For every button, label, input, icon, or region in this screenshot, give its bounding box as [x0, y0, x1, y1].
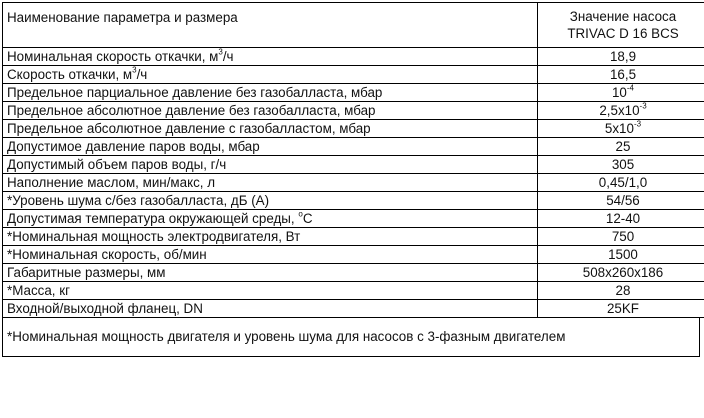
param-name-text: Скорость откачки, м — [7, 67, 133, 82]
table-row — [3, 138, 704, 156]
param-value-sup: -3 — [639, 101, 647, 111]
param-name-text: Допустимая температура окружающей среды, — [7, 211, 299, 226]
table-row — [3, 48, 704, 66]
table-row — [3, 228, 704, 246]
param-name-text: Предельное абсолютное давление без газобалласта, мбар — [7, 103, 376, 118]
param-name — [3, 246, 538, 264]
param-value — [538, 120, 704, 138]
param-name — [3, 156, 538, 174]
param-value — [538, 102, 704, 120]
header-param: Наименование параметра и размера — [3, 3, 538, 48]
param-name-text: *Номинальная скорость, об/мин — [7, 247, 207, 262]
param-value-text: 305 — [611, 157, 635, 172]
param-value — [538, 300, 704, 318]
param-value — [538, 66, 704, 84]
param-value — [538, 246, 704, 264]
param-value-text: 18,9 — [609, 49, 637, 64]
param-name-text: Габаритные размеры, мм — [7, 265, 166, 280]
table-row — [3, 282, 704, 300]
param-name — [3, 282, 538, 300]
param-value-text: 1500 — [608, 247, 638, 262]
param-value-text: 16,5 — [609, 67, 637, 82]
param-name — [3, 210, 538, 228]
table-row — [3, 300, 704, 318]
param-value-sup: -3 — [633, 119, 642, 129]
table-header-row — [3, 3, 704, 48]
param-value — [538, 84, 704, 102]
param-name-sup: 3 — [218, 47, 223, 57]
table-row — [3, 120, 704, 138]
table-row — [3, 66, 704, 84]
param-value-sup: -4 — [626, 83, 635, 93]
param-name-text: Допустимое давление паров воды, мбар — [7, 139, 260, 154]
table-row — [3, 174, 704, 192]
table-row — [3, 210, 704, 228]
table-row — [3, 102, 704, 120]
param-name-after: /ч — [136, 67, 148, 82]
param-name — [3, 120, 538, 138]
param-name — [3, 192, 538, 210]
param-value-text: 25 — [615, 139, 631, 154]
header-value-line1: Значение насоса — [569, 9, 677, 24]
param-value-text: 5x10 — [604, 121, 634, 136]
param-value-text: 25KF — [606, 301, 639, 316]
param-value — [538, 48, 704, 66]
param-value — [538, 210, 704, 228]
param-name — [3, 174, 538, 192]
param-value-text: 10 — [611, 85, 627, 100]
param-value-text: 54/56 — [606, 193, 640, 208]
spec-sheet — [2, 2, 700, 357]
param-name — [3, 138, 538, 156]
param-value-text: 2,5x10 — [599, 103, 640, 118]
table-row — [3, 156, 704, 174]
param-name-after: /ч — [222, 49, 234, 64]
table-row — [3, 84, 704, 102]
param-value-text: 0,45/1,0 — [598, 175, 648, 190]
param-name-text: *Уровень шума с/без газобалласта, дБ (А) — [7, 193, 270, 208]
param-name-text: *Масса, кг — [7, 283, 70, 298]
param-value-text: 28 — [615, 283, 631, 298]
param-value-text: 12-40 — [605, 211, 641, 226]
footnote: *Номинальная мощность двигателя и уровень шума для насосов с 3-фазным двигателем — [2, 318, 700, 357]
param-value — [538, 192, 704, 210]
param-name-after: C — [302, 211, 313, 226]
param-value — [538, 174, 704, 192]
table-row — [3, 192, 704, 210]
header-value-line2: TRIVAC D 16 BCS — [567, 26, 679, 41]
param-value — [538, 264, 704, 282]
param-name-text: Входной/выходной фланец, DN — [7, 301, 203, 316]
param-name-text: Наполнение маслом, мин/макс, л — [7, 175, 216, 190]
param-name-text: Предельное абсолютное давление с газобалластом, мбар — [7, 121, 371, 136]
param-value — [538, 228, 704, 246]
param-name — [3, 48, 538, 66]
param-name-text: Допустимый объем паров воды, г/ч — [7, 157, 227, 172]
param-name-text: Номинальная скорость откачки, м — [7, 49, 219, 64]
param-name — [3, 228, 538, 246]
param-value-text: 508x260x186 — [582, 265, 664, 280]
param-name — [3, 264, 538, 282]
table-row — [3, 246, 704, 264]
param-name — [3, 102, 538, 120]
param-name-text: *Номинальная мощность электродвигателя, Вт — [7, 229, 301, 244]
param-value — [538, 282, 704, 300]
param-value — [538, 156, 704, 174]
param-value-text: 750 — [611, 229, 635, 244]
spec-table — [2, 2, 704, 318]
param-name — [3, 300, 538, 318]
param-name-text: Предельное парциальное давление без газобалласта, мбар — [7, 85, 383, 100]
param-name-sup: o — [298, 209, 303, 219]
param-name — [3, 66, 538, 84]
param-name — [3, 84, 538, 102]
param-value — [538, 138, 704, 156]
param-name-sup: 3 — [132, 65, 137, 75]
header-value — [538, 3, 704, 48]
table-row — [3, 264, 704, 282]
